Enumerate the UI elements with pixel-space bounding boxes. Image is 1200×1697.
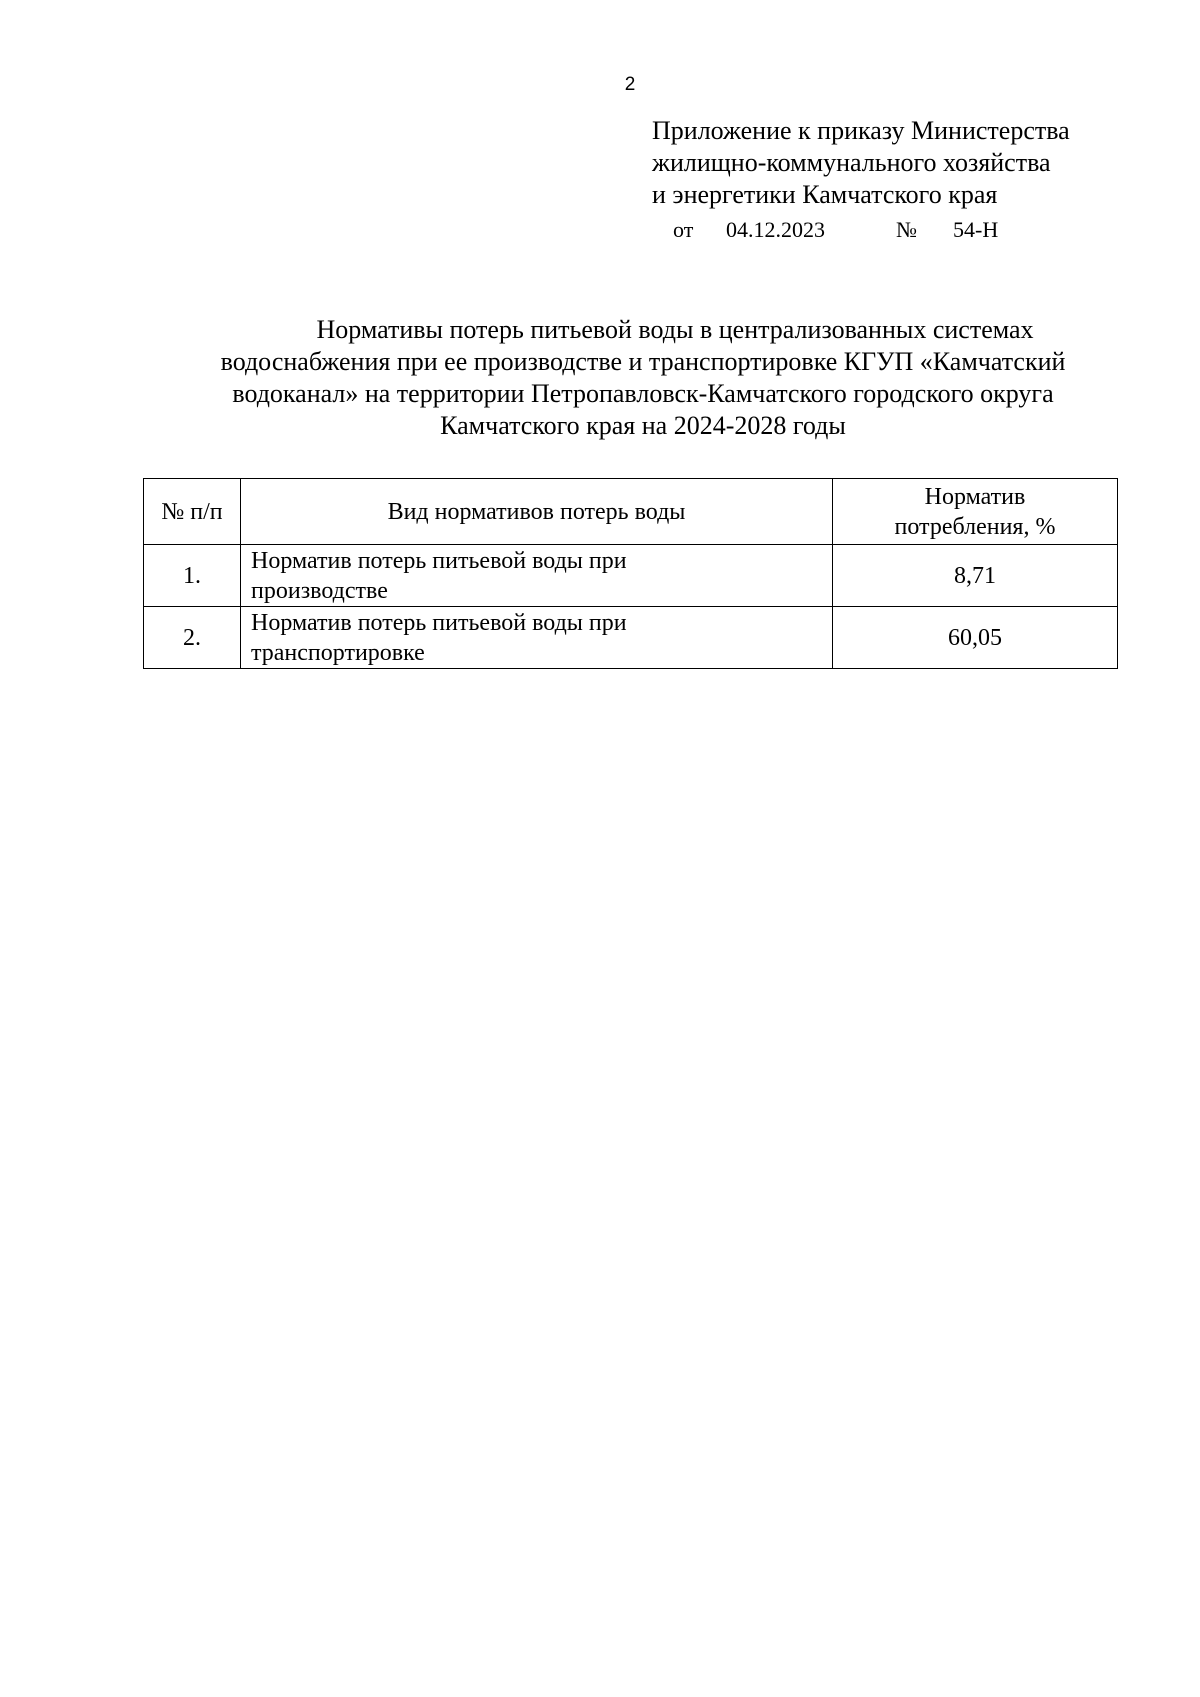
order-from-label: от [673,217,694,242]
page-number: 2 [624,74,636,95]
row-kind [241,607,833,669]
row-value: 8,71 [833,545,1118,607]
appendix-line: и энергетики Камчатского края [652,180,998,209]
header-norm-line2: потребления, % [894,513,1056,540]
document-title [143,314,1143,442]
title-line: Камчатского края на 2024-2028 годы [440,411,846,440]
table-header-row [144,479,1118,545]
order-number: 54-Н [953,217,999,242]
appendix-line: Приложение к приказу Министерства [652,116,1070,145]
order-number-label: № [896,217,917,242]
row-number: 2. [144,607,241,669]
table-row [144,545,1118,607]
table-row [144,607,1118,669]
header-norm-line1: Норматив [924,483,1026,510]
header-norm [833,479,1118,545]
row-kind-line2: производстве [251,577,388,604]
row-kind [241,545,833,607]
title-line: водоканал» на территории Петропавловск-Камчатского городского округа [232,379,1054,408]
row-kind-line1: Норматив потерь питьевой воды при [251,547,627,574]
row-kind-line1: Норматив потерь питьевой воды при [251,609,627,636]
header-number: № п/п [144,479,241,545]
order-date: 04.12.2023 [726,217,825,242]
title-line: водоснабжения при ее производстве и транспортировке КГУП «Камчатский [220,347,1066,376]
appendix-line: жилищно-коммунального хозяйства [652,148,1051,177]
appendix-header [652,115,1070,211]
row-kind-line2: транспортировке [251,639,425,666]
title-line: Нормативы потерь питьевой воды в централизованных системах [316,315,1034,344]
norms-table [143,478,1118,669]
header-kind: Вид нормативов потерь воды [241,479,833,545]
row-number: 1. [144,545,241,607]
row-value: 60,05 [833,607,1118,669]
